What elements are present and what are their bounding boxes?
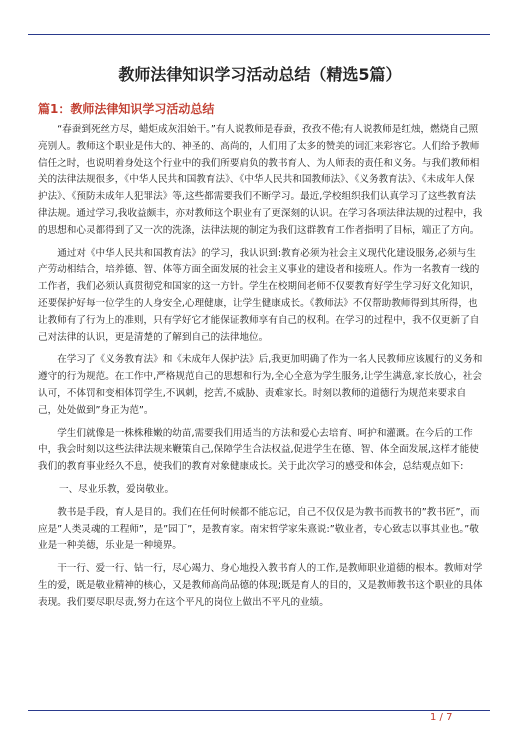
paragraph-5: 教书是手段，育人是目的。我们在任何时候都不能忘记，自己不仅仅是为教书而教书的”教书匠”，而应是”人类灵魂的工程师”，是”园丁”，是教育家。南宋哲学家朱熹说:”敬业者，专心致志以事其业也。”敬业是一种美德，乐业是一种境界。 (38, 506, 480, 552)
header-rule (28, 34, 490, 35)
document-title: 教师法律知识学习活动总结（精选5篇） (118, 65, 402, 84)
footer-rule (28, 710, 490, 711)
paragraph-1: “春蚕到死丝方尽，蜡炬成灰泪始干。”有人说教师是春蚕，孜孜不倦;有人说教师是红烛，燃烧自己照亮别人。教师这个职业是伟大的、神圣的、高尚的，人们用了太多的赞美的词汇来彩容它。人们给予教师信任之时，也说明着身处这个行业中的我们所要肩负的教书育人、为人师表的责任和义务。与我们教师相关的法律法规很多，《中华人民共和国教育法》、《中华人民共和国教师法》、《义务教育法》、《未成年人保护法》、《预防未成年人犯罪法》等,这些都需要我们不断学习。最近,学校组织我们认真学习了这些教育法律法规。通过学习,我收益颇丰，亦对教师这个职业有了更深刻的认识。在学习各项法律法规的过程中，我的思想和心灵都得到了又一次的洗涤，法律法规的制定为我们这群教育工作者指明了目标，端正了方向。 (38, 124, 483, 236)
paragraph-6: 干一行、爱一行、钻一行，尽心竭力、身心地投入教书育人的工作,是教师职业道德的根本。教师对学生的爱，既是敬业精神的核心，又是教师高尚品德的体现;既是育人的目的，又是教师教书这个职业的具体表现。我们要尽职尽责,努力在这个平凡的岗位上做出不平凡的业绩。 (38, 563, 483, 608)
paragraph-2: 通过对《中华人民共和国教育法》的学习，我认识到:教育必须为社会主义现代化建设服务,必须与生产劳动相结合，培养德、智、体等方面全面发展的社会主义事业的建设者和接班人。作为一名教育一线的工作者，我们必须认真贯彻党和国家的这一方针。学生在校期间老师不仅要教育好学生学习好文化知识，还要保护好每一位学生的人身安全,心理健康，让学生健康成长。《教师法》不仅帮助教师得到其所得，也让教师有了行为上的准则，只有学好它才能保证教师享有自己的权利。在学习的过程中，我不仅更新了自己对法律的认识，更是清楚的了解到自己的法律地位。 (38, 247, 480, 343)
document-body (38, 122, 484, 612)
section-title: 篇1：教师法律知识学习活动总结 (38, 102, 215, 116)
paragraph-4: 学生们就像是一株株稚嫩的幼苗,需要我们用适当的方法和爱心去培育、呵护和灌溉。在今后的工作中，我会时刻以这些法律法规来鞭策自己,保障学生合法权益,促进学生在德、智、体全面发展,这样才能使我们的教育事业经久不息，使我们的教育对象健康成长。关于此次学习的感受和体会，总结观点如下: (38, 427, 479, 473)
point-heading: 一、尽业乐教，爱岗敬业。 (59, 483, 175, 495)
paragraph-3: 在学习了《义务教育法》和《未成年人保护法》后,我更加明确了作为一名人民教师应该履行的义务和遵守的行为规范。在工作中,严格规范自己的思想和行为,全心全意为学生服务,让学生满意,家长放心，社会认可，不体罚和变相体罚学生,不讽刺，挖苦,不威胁、责难家长。时刻以教师的道德行为规范来要求自己，处处做到”身正为范”。 (38, 354, 483, 416)
page-number: 1 / 7 (430, 712, 453, 723)
